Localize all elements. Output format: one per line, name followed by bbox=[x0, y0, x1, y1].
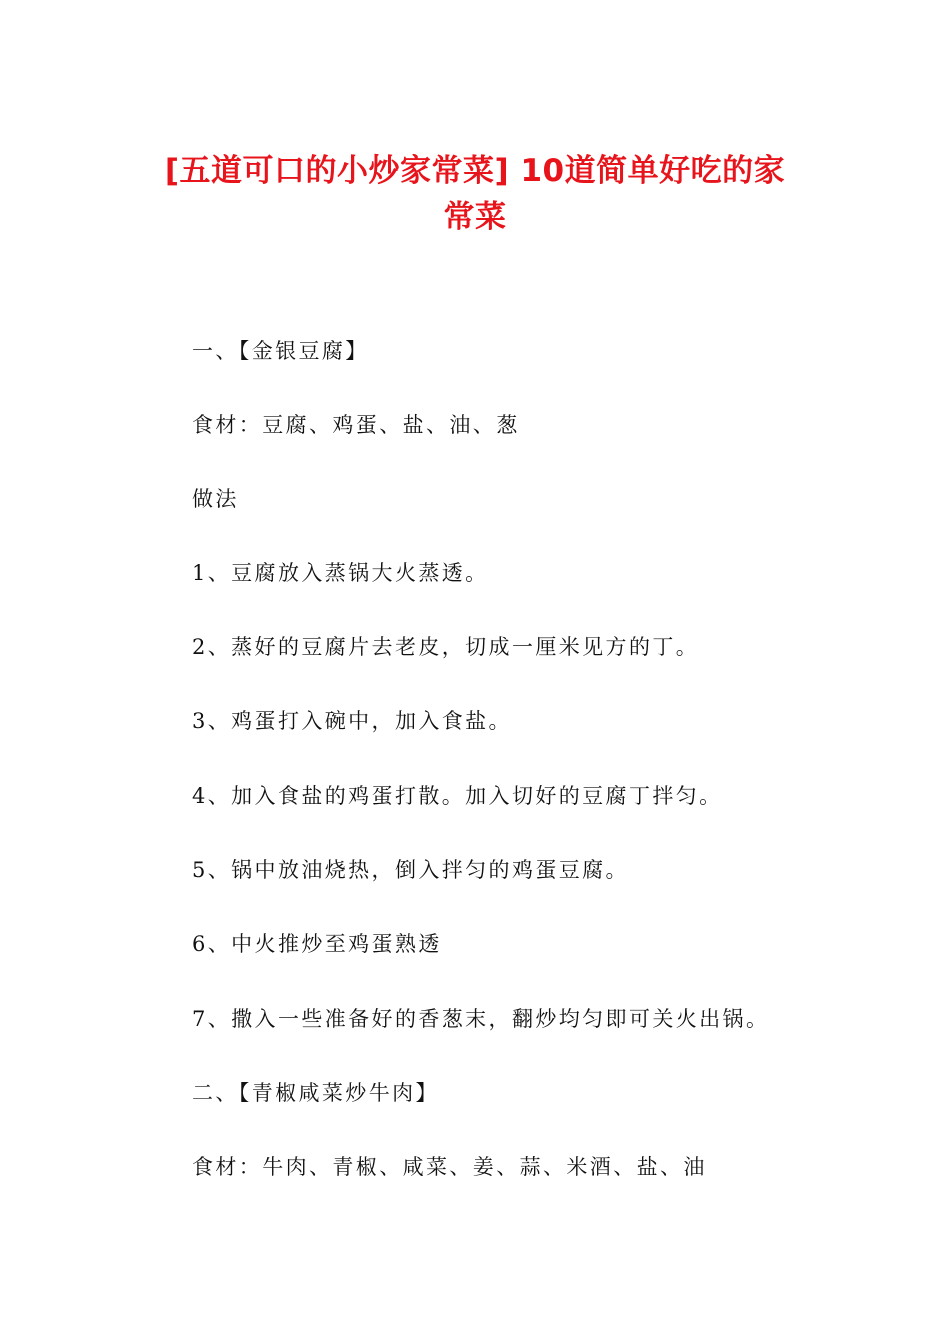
section-heading-jinyin-tofu: 一、【金银豆腐】 bbox=[192, 339, 369, 363]
method-heading: 做法 bbox=[192, 487, 239, 511]
step-1: 1、豆腐放入蒸锅大火蒸透。 bbox=[192, 561, 489, 585]
step-7: 7、撒入一些准备好的香葱末，翻炒均匀即可关火出锅。 bbox=[192, 1007, 770, 1031]
document-title bbox=[95, 148, 855, 240]
ingredients-line-1: 食材：豆腐、鸡蛋、盐、油、葱 bbox=[192, 413, 520, 437]
section-heading-pepper-beef: 二、【青椒咸菜炒牛肉】 bbox=[192, 1081, 439, 1105]
step-4: 4、加入食盐的鸡蛋打散。加入切好的豆腐丁拌匀。 bbox=[192, 784, 723, 808]
document-title-line-1: [五道可口的小炒家常菜] 10道简单好吃的家 bbox=[164, 153, 786, 189]
ingredients-line-2: 食材：牛肉、青椒、咸菜、姜、蒜、米酒、盐、油 bbox=[192, 1155, 707, 1179]
step-5: 5、锅中放油烧热，倒入拌匀的鸡蛋豆腐。 bbox=[192, 858, 629, 882]
step-3: 3、鸡蛋打入碗中，加入食盐。 bbox=[192, 709, 512, 733]
step-2: 2、蒸好的豆腐片去老皮，切成一厘米见方的丁。 bbox=[192, 635, 700, 659]
document-title-line-2: 常菜 bbox=[443, 199, 507, 235]
step-6: 6、中火推炒至鸡蛋熟透 bbox=[192, 932, 442, 956]
